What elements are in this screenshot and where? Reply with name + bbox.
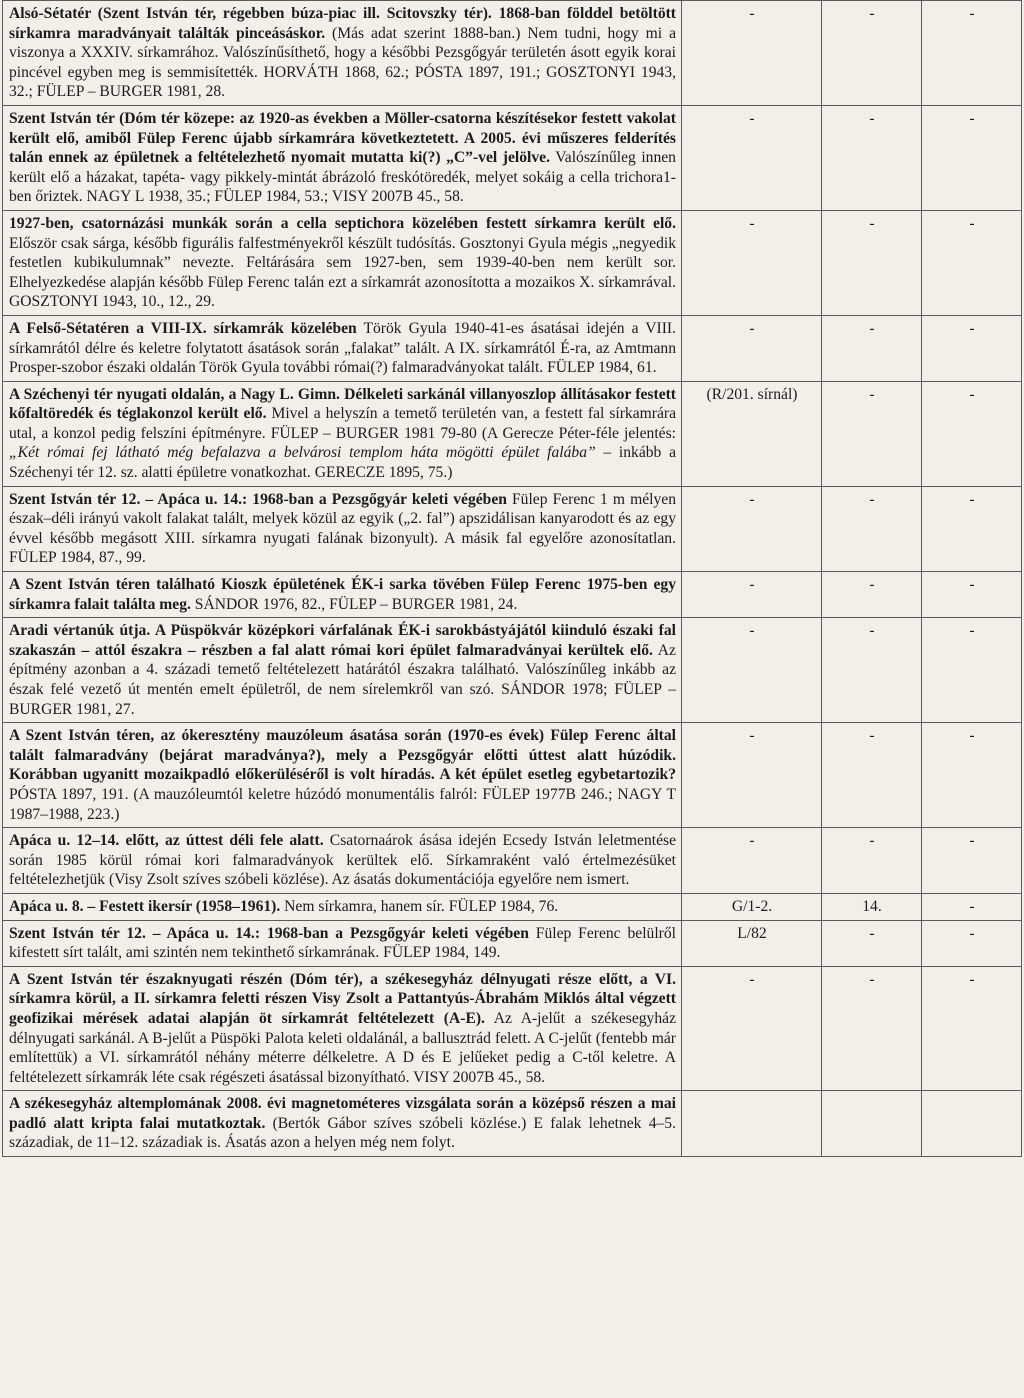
description-cell [3, 618, 682, 723]
column-1-cell: - [682, 828, 822, 894]
description-cell [3, 828, 682, 894]
column-2-cell: 14. [822, 893, 922, 920]
column-3-cell: - [922, 966, 1022, 1091]
bold-text: A székesegyház altemplomának 2008. évi magnetométeres vizsgálata során a középső részen a mai padló alatt kripta falai mutatkoztak. [9, 1095, 676, 1132]
table-row [3, 618, 1022, 723]
column-3-cell [922, 1091, 1022, 1157]
table-row [3, 105, 1022, 210]
table-row [3, 723, 1022, 828]
table-row [3, 315, 1022, 381]
table-row [3, 893, 1022, 920]
table-row [3, 210, 1022, 315]
table-row [3, 381, 1022, 486]
column-3-cell: - [922, 920, 1022, 966]
bold-text: A Felső-Sétatéren a VIII-IX. sírkamrák közelében [9, 319, 357, 337]
body-text-continued: – inkább a Széchenyi tér 12. sz. alatti épületre vonatkozhat. GERECZE 1895, 75.) [9, 444, 676, 482]
description-cell [3, 1091, 682, 1157]
bold-text: 1927-ben, csatornázási munkák során a cella septichora közelében festett sírkamra került elő. [9, 214, 676, 232]
column-3-cell: - [922, 1, 1022, 106]
column-3-cell: - [922, 572, 1022, 618]
column-2-cell: - [822, 572, 922, 618]
description-cell [3, 105, 682, 210]
table-row [3, 1091, 1022, 1157]
column-2-cell: - [822, 723, 922, 828]
table-row [3, 920, 1022, 966]
column-1-cell: - [682, 966, 822, 1091]
description-cell [3, 381, 682, 486]
column-2-cell: - [822, 618, 922, 723]
column-2-cell: - [822, 966, 922, 1091]
bold-text: Szent István tér 12. – Apáca u. 14.: 1968-ban a Pezsgőgyár keleti végében [9, 490, 507, 508]
body-text: Török Gyula 1940-41-es ásatásai idején a VIII. sírkamrától délre és keletre folytatott ásatások során „falakat” talált. A IX. sírkamrától É-ra, az Amtmann Prosper-szobor északi oldalán Török Gyula további római(?) falmaradványokat talált. FÜLEP 1984, 61. [9, 319, 676, 377]
column-3-cell: - [922, 105, 1022, 210]
bold-text: Szent István tér (Dóm tér közepe: az 1920-as években a Möller-csatorna készítésekor festett vakolat került elő, amiből Fülep Ferenc újabb sírkamrára következtetett. A 2005. évi műszeres felderítés talán ennek az épületnek a feltételezhető nyomait mutatta ki(?) „C”-vel jelölve. [9, 109, 676, 167]
burial-chamber-table [2, 0, 1022, 1157]
bold-text: Apáca u. 12–14. előtt, az úttest déli fele alatt. [9, 832, 324, 850]
bold-text: A Szent István tér északnyugati részén (Dóm tér), a székesegyház délnyugati része előtt, a VI. sírkamra körül, a II. sírkamra feletti részen Visy Zsolt a Pattantyús-Ábrahám Miklós által végzett geofizikai mérések adatai alapján öt sírkamrát feltételezett (A-E). [9, 970, 676, 1027]
column-2-cell: - [822, 210, 922, 315]
description-cell [3, 210, 682, 315]
column-2-cell: - [822, 828, 922, 894]
column-2-cell: - [822, 381, 922, 486]
bold-text: Alsó-Sétatér (Szent István tér, régebben búza-piac ill. Scitovszky tér). 1868-ban földdel betöltött sírkamra maradványait találták pinceásáskor. [9, 5, 676, 42]
description-cell [3, 315, 682, 381]
column-2-cell: - [822, 1, 922, 106]
bold-text: A Széchenyi tér nyugati oldalán, a Nagy L. Gimn. Délkeleti sarkánál villanyoszlop állításakor festett kőfaltöredék és téglakonzol került elő. [9, 385, 676, 423]
description-cell [3, 572, 682, 618]
description-cell [3, 893, 682, 920]
column-3-cell: - [922, 723, 1022, 828]
column-1-cell: - [682, 723, 822, 828]
column-3-cell: - [922, 828, 1022, 894]
body-text: Nem sírkamra, hanem sír. FÜLEP 1984, 76. [280, 897, 559, 915]
body-text: Fülep Ferenc 1 m mélyen észak–déli irányú vakolt falakat talált, melyek közül az egyik („2. fal”) apszidálisan kanyarodott és az egy évvel később megásott XIII. sírkamra nyugati falának bizonyult). A másik fal egyelőre azonosítatlan. FÜLEP 1984, 87., 99. [9, 490, 676, 567]
body-text: Mivel a helyszín a temető területén van, a festett fal sírkamrára utal, a konzol pedig felszíni építményre. FÜLEP – BURGER 1981 79-80 (A Gerecze Péter-féle jelentés: [9, 405, 676, 442]
table-row [3, 572, 1022, 618]
column-1-cell: - [682, 105, 822, 210]
body-text: Az A-jelűt a székesegyház délnyugati sarkánál. A B-jelűt a Püspöki Palota keleti oldalánál, a ballusztrád felett. A C-jelűt (fentebb már említettük) a VI. sírkamrától néhány méterre délkeletre. A D és E jelűeket pedig a C-től keletre. A feltételezett sírkamrák léte csak régészeti ásatással bizonyítható. VISY 2007B 45., 58. [9, 1009, 676, 1086]
body-text: Fülep Ferenc belülről kifestett sírt talált, ami szintén nem tekinthető sírkamrának. FÜLEP 1984, 149. [9, 924, 676, 962]
column-2-cell [822, 1091, 922, 1157]
description-cell [3, 486, 682, 571]
bold-text: A Szent István téren, az ókeresztény mauzóleum ásatása során (1970-es évek) Fülep Ferenc által talált falmaradvány (bejárat maradványa?), mely a Pezsgőgyár előtti úttest alatt húzódik. Korábban ugyanitt mozaikpadló előkerüléséről is volt híradás. A két épület esetleg egybetartozik? [9, 727, 676, 784]
column-2-cell: - [822, 105, 922, 210]
body-text: PÓSTA 1897, 191. (A mauzóleumtól keletre húzódó monumentális falról: FÜLEP 1977B 246.; NAGY T 1987–1988, 223.) [9, 785, 676, 823]
bold-text: Apáca u. 8. – Festett ikersír (1958–1961). [9, 897, 281, 915]
column-3-cell: - [922, 486, 1022, 571]
description-cell [3, 1, 682, 106]
column-1-cell: - [682, 210, 822, 315]
column-1-cell [682, 1091, 822, 1157]
table-row [3, 486, 1022, 571]
column-1-cell: - [682, 486, 822, 571]
italic-quote: „Két római fej látható még befalazva a belvárosi templom háta mögötti épület falába” [9, 444, 596, 462]
column-1-cell: G/1-2. [682, 893, 822, 920]
column-3-cell: - [922, 315, 1022, 381]
column-3-cell: - [922, 618, 1022, 723]
column-2-cell: - [822, 920, 922, 966]
column-1-cell: - [682, 572, 822, 618]
column-1-cell: L/82 [682, 920, 822, 966]
bold-text: Szent István tér 12. – Apáca u. 14.: 1968-ban a Pezsgőgyár keleti végében [9, 924, 529, 942]
bold-text: Aradi vértanúk útja. A Püspökvár középkori várfalának ÉK-i sarokbástyájától kiinduló északi fal szakaszán – attól északra – részben a fal alatt római kori épület falmaradványai kerültek elő. [9, 622, 676, 659]
column-3-cell: - [922, 893, 1022, 920]
column-3-cell: - [922, 381, 1022, 486]
bold-text: A Szent István téren található Kioszk épületének ÉK-i sarka tövében Fülep Ferenc 1975-ben egy sírkamra falait találta meg. [9, 576, 676, 613]
column-1-cell: - [682, 315, 822, 381]
column-3-cell: - [922, 210, 1022, 315]
body-text: (Más adat szerint 1888-ban.) Nem tudni, hogy mi a viszonya a XXXIV. sírkamrához. Valószínűsíthető, hogy a későbbi Pezsgőgyár területén ásott egyik korai pincével egyben meg is semmisítették. HORVÁTH 1868, 62.; PÓSTA 1897, 191.; GOSZTONYI 1943, 32.; FÜLEP – BURGER 1981, 28. [9, 24, 676, 101]
column-1-cell: (R/201. sírnál) [682, 381, 822, 486]
description-cell [3, 920, 682, 966]
description-cell [3, 723, 682, 828]
body-text: Valószínűleg innen került elő a házakat, tapéta- vagy pikkely-mintát ábrázoló freskótöredék, melyet sokáig a cella trichora1-ben őriztek. NAGY L 1938, 35.; FÜLEP 1984, 53.; VISY 2007B 45., 58. [9, 149, 676, 206]
column-1-cell: - [682, 1, 822, 106]
column-2-cell: - [822, 315, 922, 381]
table-row [3, 828, 1022, 894]
body-text: Az építmény azonban a 4. századi temető feltételezett határától északra található. Valószínűleg inkább az észak felé vezető út mentén emelt épületről, de nem sírelemkről van szó. SÁNDOR 1978; FÜLEP – BURGER 1981, 27. [9, 641, 676, 718]
body-text: Először csak sárga, később figurális falfestményekről készült tudósítás. Gosztonyi Gyula mégis „negyedik festetlen kubikulumnak” nevezte. Feltárására sem 1927-ben, sem 1939-40-ben nem került sor. Elhelyezkedése alapján később Fülep Ferenc talán ezt a sírkamrát azonosította a mozaikos X. sírkamrával. GOSZTONYI 1943, 10., 12., 29. [9, 234, 676, 311]
table-row [3, 1, 1022, 106]
body-text: (Bertók Gábor szíves szóbeli közlése.) E falak lehetnek 4–5. századiak, de 11–12. századiak is. Ásatás azon a helyen még nem folyt. [9, 1114, 676, 1152]
column-1-cell: - [682, 618, 822, 723]
body-text: Csatornaárok ásása idején Ecsedy István leletmentése során 1985 körül római kori falmaradványok kerültek elő. Sírkamraként való értelmezésüket feltételezhetjük (Visy Zsolt szíves szóbeli közlése). Az ásatás dokumentációja egyelőre nem ismert. [9, 832, 676, 889]
column-2-cell: - [822, 486, 922, 571]
body-text: SÁNDOR 1976, 82., FÜLEP – BURGER 1981, 24. [190, 595, 518, 613]
description-cell [3, 966, 682, 1091]
table-row [3, 966, 1022, 1091]
